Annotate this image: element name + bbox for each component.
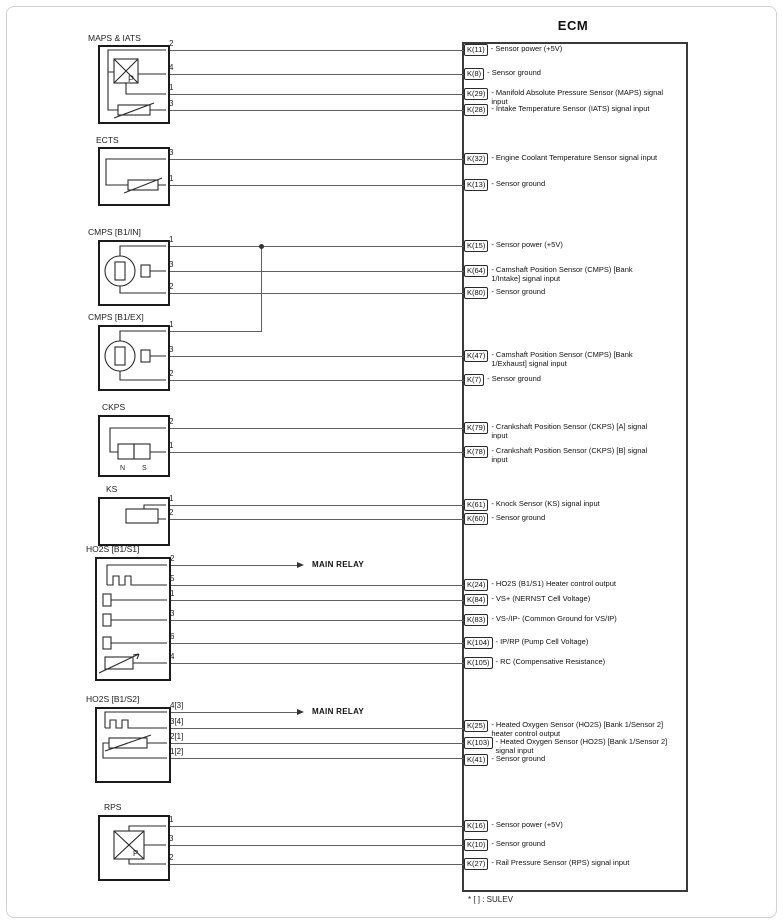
connector-label-ects: ECTS [96, 135, 119, 145]
terminal-row [464, 737, 668, 755]
wire [166, 864, 472, 865]
terminal-pin-box: K(105) [464, 657, 493, 669]
pin-number: 1 [169, 174, 174, 183]
wire [166, 50, 472, 51]
wire-branch [261, 246, 262, 332]
terminal-pin-box: K(79) [464, 422, 488, 434]
pin-number: 3 [169, 260, 174, 269]
wire [166, 331, 262, 332]
pin-number: 1 [169, 494, 174, 503]
terminal-desc: - Rail Pressure Sensor (RPS) signal input [491, 858, 630, 867]
terminal-pin-box: K(28) [464, 104, 488, 116]
terminal-row [464, 858, 629, 870]
connector-label-maps-iats: MAPS & IATS [88, 33, 141, 43]
svg-text:P: P [128, 74, 135, 84]
terminal-pin-box: K(47) [464, 350, 488, 362]
terminal-row [464, 287, 545, 299]
terminal-row [464, 594, 590, 606]
wire [166, 758, 472, 759]
wire [166, 380, 472, 381]
terminal-pin-box: K(29) [464, 88, 488, 100]
terminal-row [464, 657, 605, 669]
terminal-desc: - Sensor ground [491, 287, 546, 296]
terminal-pin-box: K(64) [464, 265, 488, 277]
pin-number: 2 [169, 39, 174, 48]
terminal-row [464, 720, 663, 738]
pin-number: 3[4] [170, 717, 184, 726]
terminal-pin-box: K(11) [464, 44, 488, 56]
wire [166, 519, 472, 520]
terminal-pin-box: K(10) [464, 839, 488, 851]
terminal-row [464, 179, 545, 191]
terminal-desc: - Camshaft Position Sensor (CMPS) [Bank 1/Exhaust] signal input [491, 350, 633, 368]
wire [166, 74, 472, 75]
terminal-desc: - Manifold Absolute Pressure Sensor (MAPS) signal input [491, 88, 664, 106]
terminal-row [464, 265, 663, 283]
terminal-pin-box: K(83) [464, 614, 488, 626]
connector-label-rps: RPS [104, 802, 122, 812]
main-relay-arrow-icon [297, 562, 304, 568]
terminal-row [464, 153, 657, 165]
terminal-desc: - Sensor power (+5V) [491, 240, 563, 249]
terminal-pin-box: K(16) [464, 820, 488, 832]
wire [166, 600, 472, 601]
pin-number: 1 [169, 441, 174, 450]
terminal-row [464, 579, 616, 591]
terminal-pin-box: K(61) [464, 499, 488, 511]
terminal-desc: - Crankshaft Position Sensor (CKPS) [A] signal input [491, 422, 648, 440]
terminal-pin-box: K(103) [464, 737, 493, 749]
wire [166, 743, 472, 744]
cmps-ex-symbol-icon [98, 325, 166, 387]
wire [166, 663, 472, 664]
pin-number: 3 [169, 99, 174, 108]
wire [166, 428, 472, 429]
wire [166, 845, 472, 846]
connector-label-ho2s-b1s2: HO2S [B1/S2] [86, 694, 140, 704]
connector-label-ho2s-b1s1: HO2S [B1/S1] [86, 544, 140, 554]
connector-label-cmps-ex: CMPS [B1/EX] [88, 312, 144, 322]
ks-symbol-icon [98, 497, 166, 542]
terminal-pin-box: K(27) [464, 858, 488, 870]
wire [166, 159, 472, 160]
ckps-symbol-icon [98, 415, 166, 473]
terminal-desc: - Sensor ground [491, 839, 546, 848]
terminal-desc: - Sensor ground [491, 179, 546, 188]
terminal-row [464, 240, 563, 252]
pin-number: 2 [169, 853, 174, 862]
terminal-row [464, 820, 563, 832]
pin-number: 1 [169, 83, 174, 92]
wire [166, 356, 472, 357]
terminal-row [464, 839, 545, 851]
svg-text:S: S [142, 465, 147, 472]
pin-number: 2 [169, 417, 174, 426]
terminal-desc: - Camshaft Position Sensor (CMPS) [Bank 1/Intake] signal input [491, 265, 633, 283]
svg-text:N: N [120, 465, 126, 472]
wire [166, 271, 472, 272]
connector-label-ks: KS [106, 484, 118, 494]
connector-label-ckps: CKPS [102, 402, 126, 412]
terminal-row [464, 350, 663, 368]
footnote: * [ ] : SULEV [468, 895, 513, 904]
terminal-pin-box: K(104) [464, 637, 493, 649]
pin-number: 3 [169, 345, 174, 354]
pin-number: 1 [169, 235, 174, 244]
pin-number: 1 [170, 589, 175, 598]
svg-text:P: P [133, 849, 139, 858]
terminal-pin-box: K(15) [464, 240, 488, 252]
wire [166, 585, 472, 586]
terminal-desc: - Knock Sensor (KS) signal input [491, 499, 600, 508]
terminal-row [464, 374, 541, 386]
pin-number: 5 [170, 574, 175, 583]
pin-number: 6 [170, 632, 175, 641]
wire [166, 728, 472, 729]
terminal-row [464, 754, 545, 766]
terminal-desc: - Sensor power (+5V) [490, 44, 563, 53]
terminal-pin-box: K(32) [464, 153, 488, 165]
cmps-in-symbol-icon [98, 240, 166, 302]
terminal-desc: - Engine Coolant Temperature Sensor signal input [491, 153, 658, 162]
terminal-pin-box: K(80) [464, 287, 488, 299]
maps-iats-symbol-icon [98, 45, 166, 120]
pin-number: 2 [169, 369, 174, 378]
pin-number: 3 [170, 609, 175, 618]
wire [166, 94, 472, 95]
terminal-desc: - VS+ (NERNST Cell Voltage) [491, 594, 591, 603]
terminal-desc: - Sensor ground [491, 754, 546, 763]
connector-label-cmps-in: CMPS [B1/IN] [88, 227, 141, 237]
terminal-desc: - Heated Oxygen Sensor (HO2S) [Bank 1/Sensor 2] heater control output [491, 720, 664, 738]
terminal-pin-box: K(78) [464, 446, 488, 458]
terminal-desc: - IP/RP (Pump Cell Voltage) [495, 637, 589, 646]
pin-number: 4 [169, 63, 174, 72]
terminal-pin-box: K(7) [464, 374, 484, 386]
pin-number: 2[1] [170, 732, 184, 741]
terminal-desc: - Crankshaft Position Sensor (CKPS) [B] signal input [491, 446, 648, 464]
main-relay-arrow-icon [297, 709, 304, 715]
terminal-pin-box: K(8) [464, 68, 484, 80]
page-title: ECM [557, 18, 589, 33]
terminal-desc: - Intake Temperature Sensor (IATS) signal input [491, 104, 650, 113]
terminal-row [464, 422, 663, 440]
terminal-desc: - VS-/IP- (Common Ground for VS/IP) [491, 614, 617, 623]
wire [166, 452, 472, 453]
wire [166, 293, 472, 294]
wire [166, 246, 472, 247]
terminal-row [464, 614, 617, 626]
wire [166, 110, 472, 111]
terminal-desc: - RC (Compensative Resistance) [495, 657, 606, 666]
pin-number: 1 [169, 815, 174, 824]
pin-number: 1 [169, 320, 174, 329]
terminal-desc: - Sensor ground [487, 68, 541, 77]
terminal-desc: - Sensor ground [487, 374, 541, 383]
ho2s-b1s1-symbol-icon [95, 557, 167, 677]
pin-number: 3 [169, 148, 174, 157]
terminal-pin-box: K(24) [464, 579, 488, 591]
pin-number: 2 [170, 554, 175, 563]
main-relay-label: MAIN RELAY [312, 707, 365, 716]
pin-number: 3 [169, 834, 174, 843]
wire [166, 643, 472, 644]
terminal-row [464, 446, 663, 464]
pin-number: 2 [169, 282, 174, 291]
wire [166, 620, 472, 621]
terminal-row [464, 68, 541, 80]
terminal-row [464, 44, 562, 56]
terminal-pin-box: K(41) [464, 754, 488, 766]
wire [166, 826, 472, 827]
terminal-row [464, 637, 588, 649]
terminal-pin-box: K(25) [464, 720, 488, 732]
terminal-pin-box: K(13) [464, 179, 488, 191]
pin-number: 1[2] [170, 747, 184, 756]
terminal-desc: - Sensor ground [491, 513, 546, 522]
terminal-pin-box: K(60) [464, 513, 488, 525]
pin-number: 4[3] [170, 701, 184, 710]
terminal-desc: - Heated Oxygen Sensor (HO2S) [Bank 1/Sensor 2] signal input [495, 737, 668, 755]
main-relay-wire [167, 565, 297, 566]
terminal-row [464, 499, 600, 511]
wire [166, 185, 472, 186]
wire [166, 505, 472, 506]
terminal-pin-box: K(84) [464, 594, 488, 606]
terminal-desc: - HO2S (B1/S1) Heater control output [491, 579, 616, 588]
pin-number: 2 [169, 508, 174, 517]
terminal-row [464, 104, 649, 116]
main-relay-label: MAIN RELAY [312, 560, 365, 569]
terminal-desc: - Sensor power (+5V) [491, 820, 563, 829]
main-relay-wire [167, 712, 297, 713]
rps-symbol-icon [98, 815, 166, 877]
junction-dot [259, 244, 264, 249]
ects-symbol-icon [98, 147, 166, 202]
pin-number: 4 [170, 652, 175, 661]
terminal-row [464, 513, 545, 525]
ho2s-b1s2-symbol-icon [95, 707, 167, 779]
